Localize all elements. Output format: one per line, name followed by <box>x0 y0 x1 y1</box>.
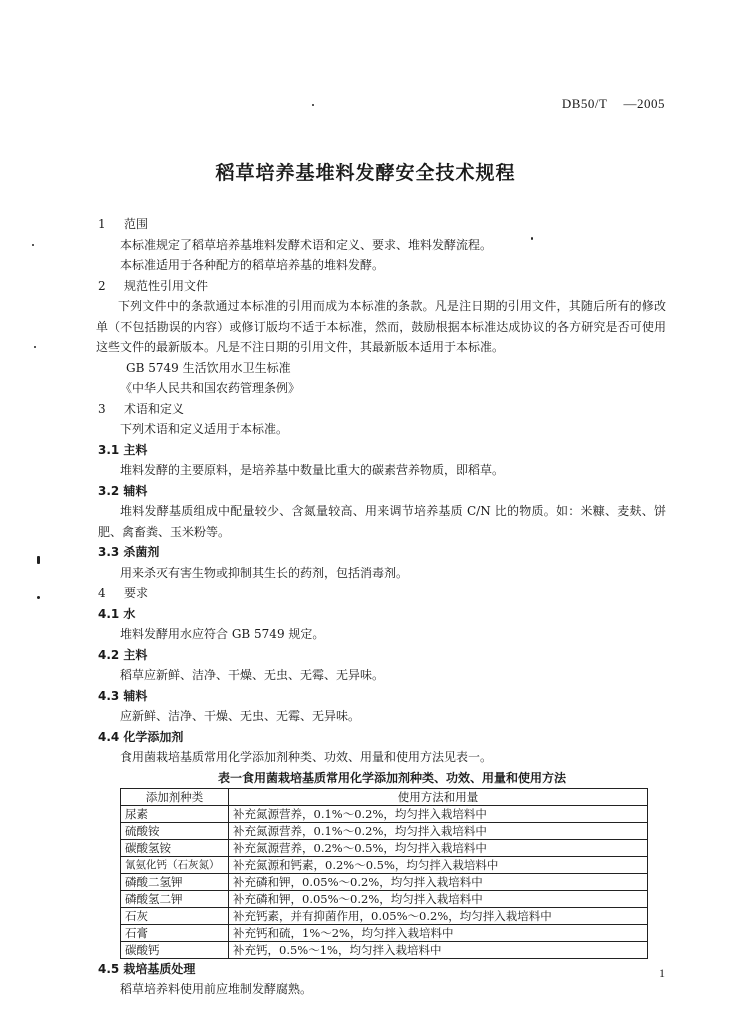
subsection-3-1-heading: 3.1 主料 <box>98 442 148 457</box>
additive-name: 碳酸氢铵 <box>121 839 229 856</box>
additives-table <box>120 788 648 959</box>
additive-name: 硫酸铵 <box>121 822 229 839</box>
subsection-3-3-heading: 3.3 杀菌剂 <box>98 545 160 559</box>
section-1-para-2: 本标准适用于各种配方的稻草培养基的堆料发酵。 <box>120 258 385 272</box>
subsection-4-1-heading: 4.1 水 <box>98 606 136 621</box>
document-body <box>98 214 666 1000</box>
table-row <box>121 941 648 958</box>
subsection-4-5-heading: 4.5 栽培基质处理 <box>98 961 196 976</box>
section-1-heading: 1 范围 <box>98 217 149 231</box>
subsection-4-2-text: 稻草应新鲜、洁净、干燥、无虫、无霉、无异味。 <box>120 668 385 682</box>
table-row <box>121 822 648 839</box>
table-row <box>121 805 648 822</box>
section-2-para-1: 下列文件中的条款通过本标准的引用而成为本标准的条款。凡是注日期的引用文件，其随后所有的修改单（不包括勘误的内容）或修订版均不适于本标准，然而，鼓励根据本标准达成协议的各方研究是否可使用这些文件的最新版本。凡是不注日期的引用文件，其最新版本适用于本标准。 <box>96 299 666 354</box>
additive-name: 碳酸钙 <box>121 941 229 958</box>
additive-usage: 补充磷和钾，0.05%～0.2%，均匀拌入栽培料中 <box>229 890 648 907</box>
table-row <box>121 856 648 873</box>
subsection-4-2-heading: 4.2 主料 <box>98 647 148 662</box>
scan-speck <box>37 596 40 599</box>
subsection-3-1-text: 堆料发酵的主要原料，是培养基中数量比重大的碳素营养物质，即稻草。 <box>120 463 505 477</box>
scan-speck <box>34 346 36 348</box>
reference-pesticide-regulation: 《中华人民共和国农药管理条例》 <box>120 381 301 395</box>
subsection-4-4-heading: 4.4 化学添加剂 <box>98 729 184 744</box>
additive-usage: 补充钙，0.5%～1%，均匀拌入栽培料中 <box>229 941 648 958</box>
table-row <box>121 907 648 924</box>
subsection-4-3-text: 应新鲜、洁净、干燥、无虫、无霉、无异味。 <box>120 709 361 723</box>
table-header-row <box>121 788 648 805</box>
subsection-4-3-heading: 4.3 辅料 <box>98 688 148 703</box>
subsection-3-3-text: 用来杀灭有害生物或抑制其生长的药剂，包括消毒剂。 <box>120 565 409 580</box>
additive-name: 氰氨化钙（石灰氮） <box>121 856 229 873</box>
table-row <box>121 924 648 941</box>
section-3-para-1: 下列术语和定义适用于本标准。 <box>120 422 289 436</box>
section-2-heading: 2 规范性引用文件 <box>98 278 209 293</box>
additive-usage: 补充氮源营养，0.1%～0.2%，均匀拌入栽培料中 <box>229 805 648 822</box>
additive-usage: 补充磷和钾，0.05%～0.2%，均匀拌入栽培料中 <box>229 873 648 890</box>
additive-name: 石灰 <box>121 907 229 924</box>
table-header-additive: 添加剂种类 <box>121 788 229 805</box>
section-4-heading: 4 要求 <box>98 586 149 600</box>
table-row <box>121 890 648 907</box>
additive-usage: 补充钙和硫，1%～2%，均匀拌入栽培料中 <box>229 924 648 941</box>
subsection-3-2-text: 堆料发酵基质组成中配量较少、含氮量较高、用来调节培养基质 C/N 比的物质。如：米糠、麦麸、饼肥、禽畜粪、玉米粉等。 <box>98 504 666 539</box>
additive-name: 磷酸氢二钾 <box>121 890 229 907</box>
scan-speck <box>531 237 533 240</box>
standard-code-header <box>562 96 665 112</box>
scan-speck <box>32 244 34 246</box>
table-row <box>121 839 648 856</box>
subsection-3-2-heading: 3.2 辅料 <box>98 483 148 498</box>
reference-gb5749: GB 5749 生活饮用水卫生标准 <box>126 360 291 375</box>
subsection-4-5-text: 稻草培养料使用前应堆制发酵腐熟。 <box>120 982 313 996</box>
page-number: 1 <box>659 966 665 980</box>
subsection-4-4-text: 食用菌栽培基质常用化学添加剂种类、功效、用量和使用方法见表一。 <box>120 750 493 764</box>
additive-usage: 补充氮源营养，0.2%～0.5%，均匀拌入栽培料中 <box>229 839 648 856</box>
table-header-usage: 使用方法和用量 <box>229 788 648 805</box>
scan-speck <box>312 104 314 106</box>
additive-usage: 补充氮源营养，0.1%～0.2%，均匀拌入栽培料中 <box>229 822 648 839</box>
table-row <box>121 873 648 890</box>
standard-code: DB50/T <box>561 96 608 111</box>
subsection-4-1-text: 堆料发酵用水应符合 GB 5749 规定。 <box>120 627 325 641</box>
scan-speck <box>37 556 40 564</box>
additive-name: 尿素 <box>121 805 229 822</box>
section-1-para-1: 本标准规定了稻草培养基堆料发酵术语和定义、要求、堆料发酵流程。 <box>120 237 493 252</box>
section-3-heading: 3 术语和定义 <box>98 401 185 416</box>
additive-name: 石膏 <box>121 924 229 941</box>
table-title: 表一食用菌栽培基质常用化学添加剂种类、功效、用量和使用方法 <box>217 770 566 785</box>
additive-usage: 补充氮源和钙素，0.2%～0.5%，均匀拌入栽培料中 <box>229 856 648 873</box>
additive-usage: 补充钙素，并有抑菌作用，0.05%～0.2%，均匀拌入栽培料中 <box>229 907 648 924</box>
additive-name: 磷酸二氢钾 <box>121 873 229 890</box>
document-title: 稻草培养基堆料发酵安全技术规程 <box>215 162 516 184</box>
standard-year: —2005 <box>623 96 665 111</box>
